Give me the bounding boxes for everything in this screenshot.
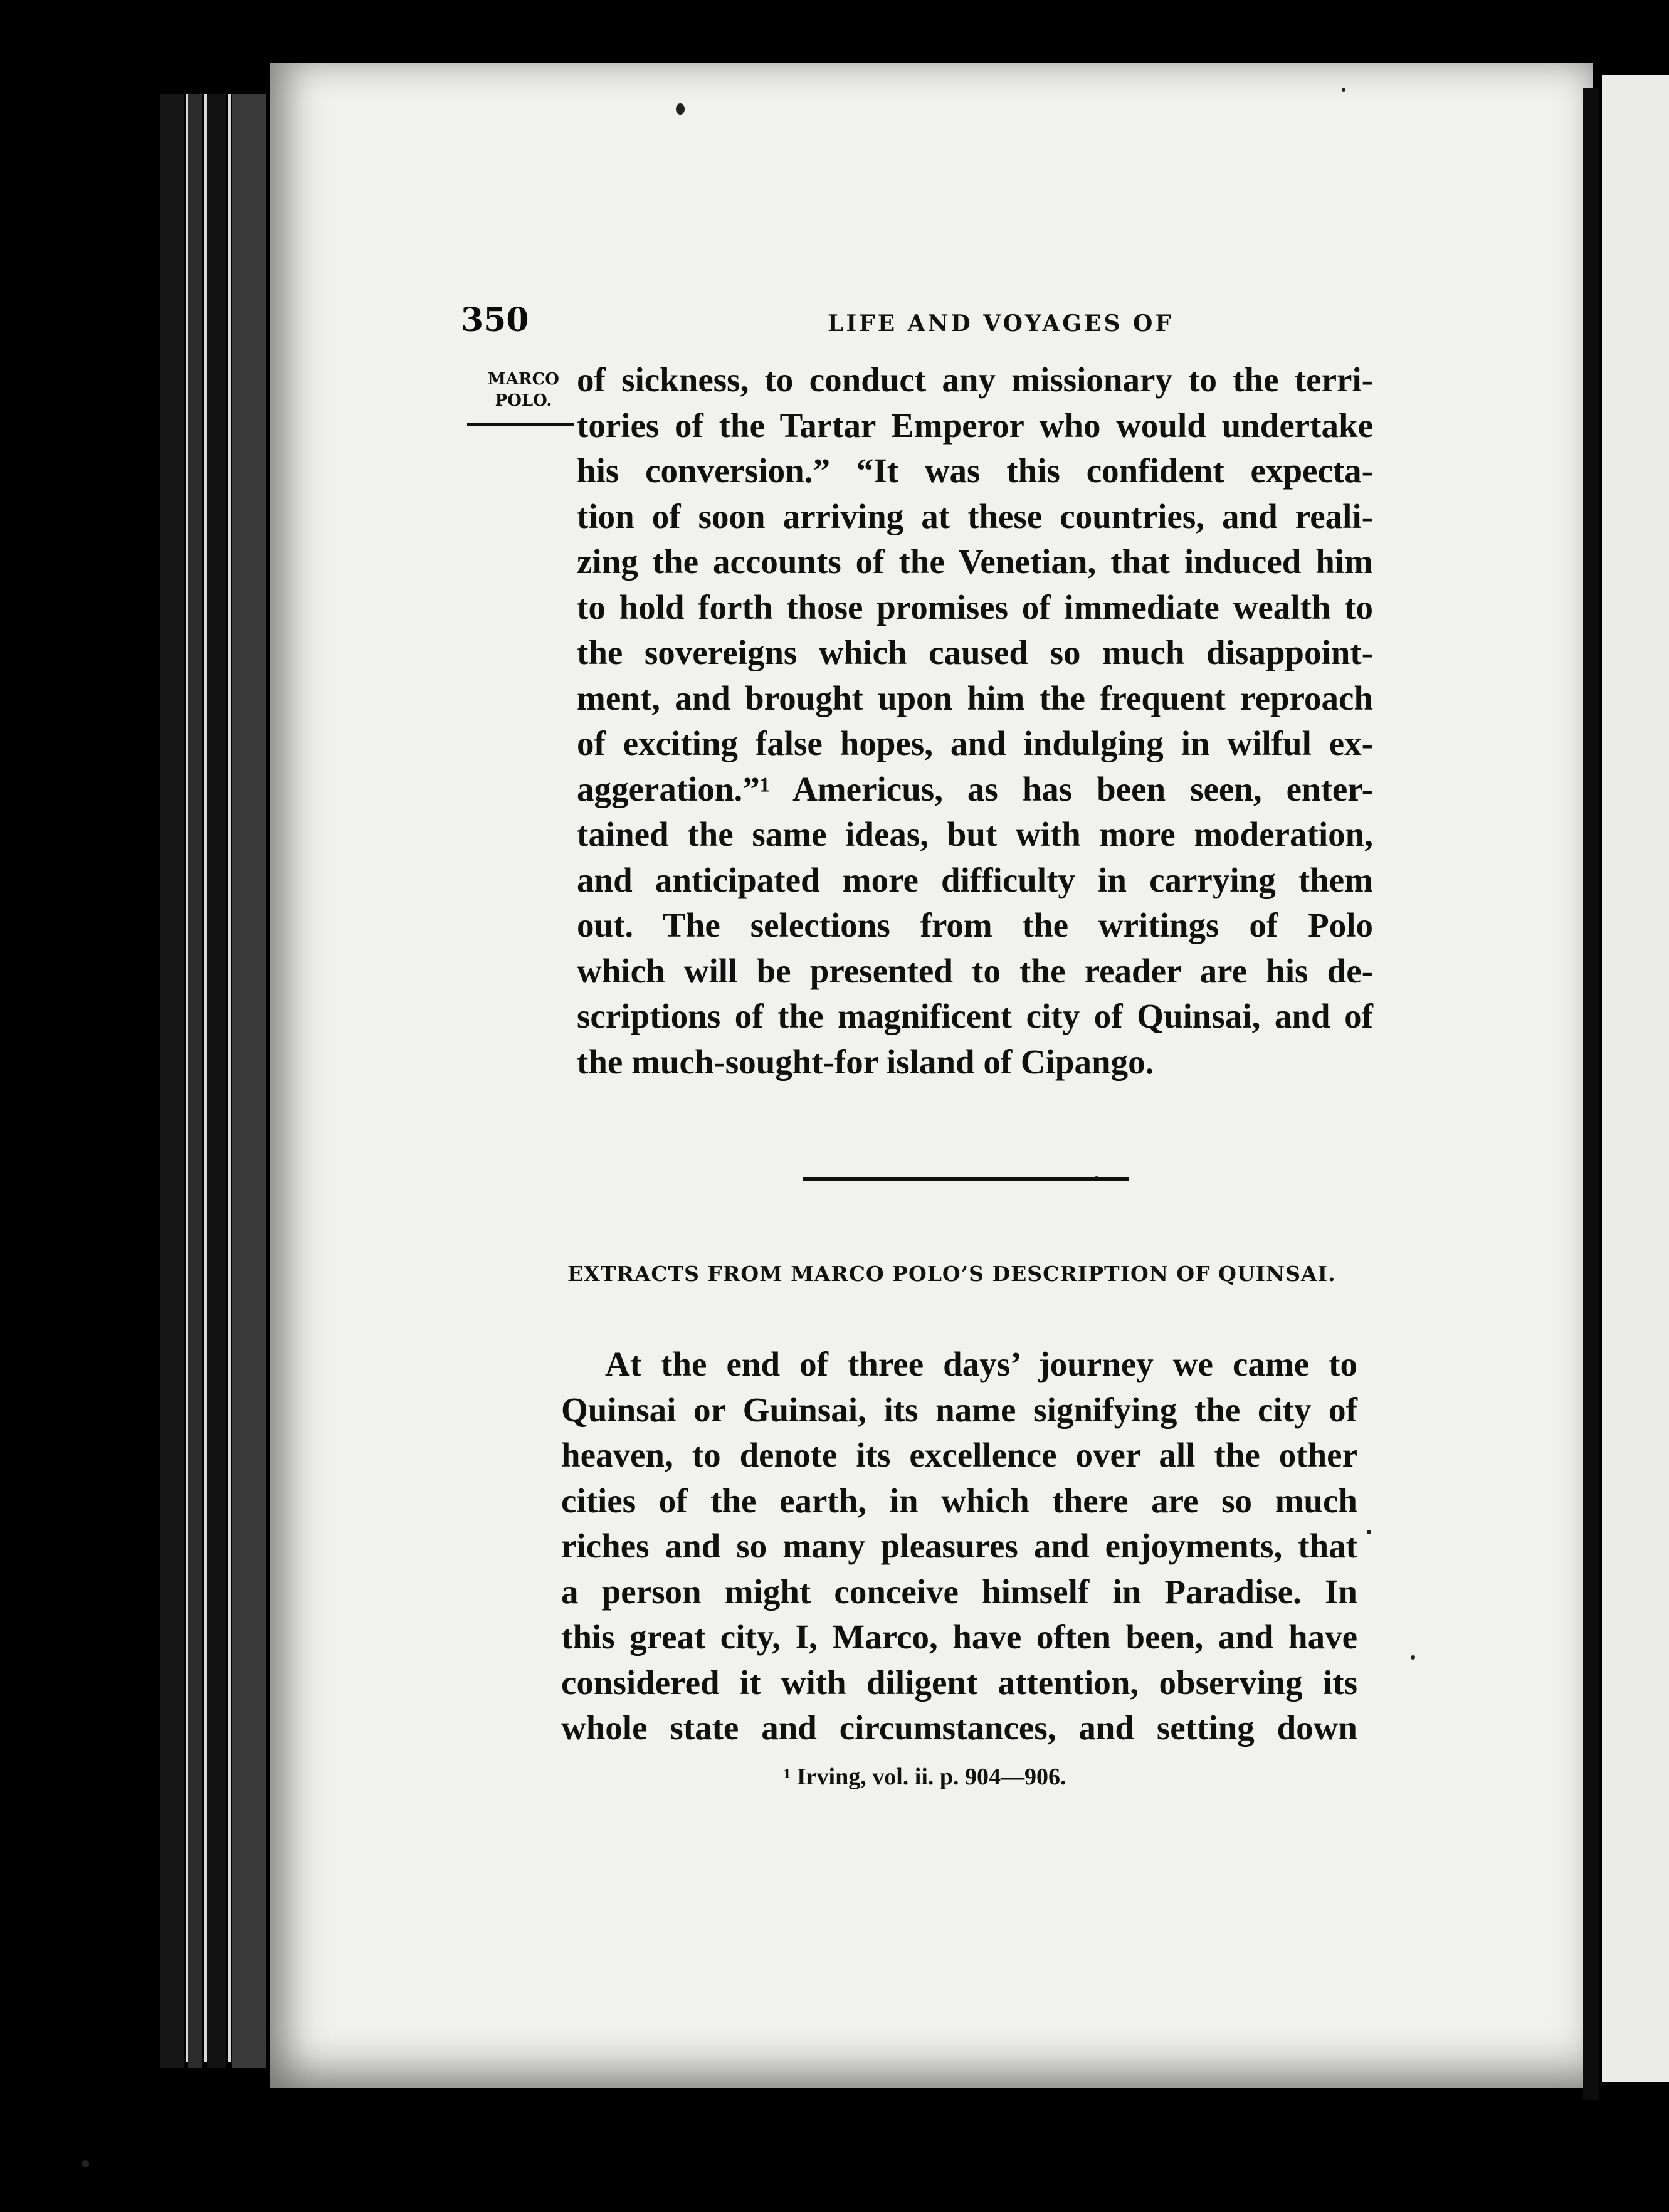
text-line: to hold forth those promises of immediate wealth to [577, 587, 1373, 626]
marginal-note-line: MARCO [488, 370, 559, 389]
marginal-note [483, 369, 564, 411]
text-line: heaven, to denote its excellence over all the other [561, 1436, 1357, 1474]
text-line: aggeration.”¹ Americus, as has been seen, enter- [577, 769, 1373, 808]
text-line: considered it with diligent attention, observing its [561, 1663, 1357, 1702]
text-line: and anticipated more difficulty in carrying them [577, 860, 1373, 899]
running-head: LIFE AND VOYAGES OF [828, 310, 1174, 337]
binding-edge [207, 94, 226, 2068]
text-line: out. The selections from the writings of Polo [577, 906, 1373, 944]
text-line: At the end of three days’ journey we came to [605, 1345, 1357, 1383]
text-line: this great city, I, Marco, have often been, and have [561, 1618, 1357, 1656]
marginal-note-line: POLO. [495, 391, 552, 410]
text-line: Quinsai or Guinsai, its name signifying the city of [561, 1390, 1357, 1429]
text-line: of exciting false hopes, and indulging in wilful ex- [577, 724, 1373, 762]
scan-speck [1367, 1530, 1371, 1534]
scan-speck [82, 2160, 89, 2167]
text-line: which will be presented to the reader are his de- [577, 951, 1373, 990]
text-line: tained the same ideas, but with more moderation, [577, 815, 1373, 853]
page-edge-line [228, 94, 231, 2062]
text-line: whole state and circumstances, and setting down [561, 1709, 1357, 1747]
binding-edge [160, 94, 184, 2068]
text-line: a person might conceive himself in Paradise. In [561, 1572, 1357, 1611]
page-edge-line [186, 94, 188, 2062]
scan-speck [1411, 1655, 1415, 1660]
scan-speck [676, 103, 685, 115]
page-number: 350 [461, 301, 529, 339]
section-heading: EXTRACTS FROM MARCO POLO’S DESCRIPTION OF QUINSAI. [567, 1261, 1336, 1286]
scan-speck [1342, 88, 1345, 92]
binding-edge [188, 94, 202, 2068]
paragraph-continued [577, 357, 1373, 1085]
section-divider [803, 1177, 1129, 1181]
text-line: riches and so many pleasures and enjoyments, that [561, 1527, 1357, 1565]
binding-edge [232, 94, 266, 2068]
text-line: of sickness, to conduct any missionary to the terri- [577, 361, 1373, 399]
text-line: zing the accounts of the Venetian, that induced him [577, 542, 1373, 581]
page-edge-line [204, 94, 207, 2062]
gutter [1583, 88, 1599, 2100]
marginal-rule [467, 423, 574, 426]
text-line: cities of the earth, in which there are so much [561, 1481, 1357, 1520]
text-line: ment, and brought upon him the frequent reproach [577, 678, 1373, 717]
footnote: ¹ Irving, vol. ii. p. 904—906. [784, 1764, 1066, 1790]
text-line: the much-sought-for island of Cipango. [577, 1042, 1154, 1081]
text-line: scriptions of the magnificent city of Quinsai, and of [577, 997, 1373, 1035]
paragraph-extract [561, 1342, 1357, 1751]
text-line: the sovereigns which caused so much disappoint- [577, 633, 1373, 672]
text-line: his conversion.” “It was this confident expecta- [577, 451, 1373, 490]
text-line: tories of the Tartar Emperor who would undertake [577, 406, 1373, 445]
text-line: tion of soon arriving at these countries, and reali- [577, 497, 1373, 535]
adjacent-page-edge [1602, 75, 1669, 2082]
